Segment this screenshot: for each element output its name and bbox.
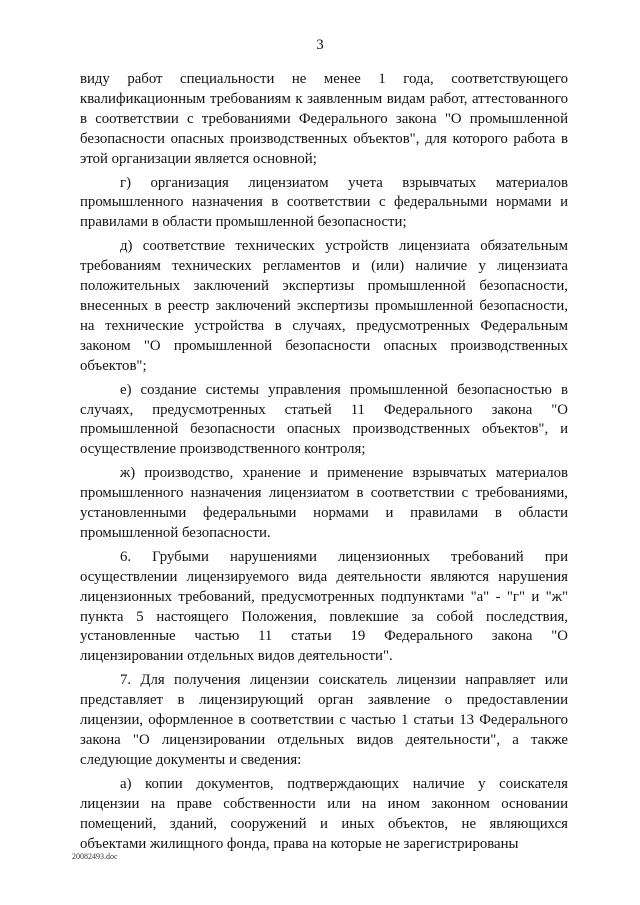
footer-filename: 20082493.doc <box>72 852 118 861</box>
paragraph-section-7: 7. Для получения лицензии соискатель лицензии направляет или представляет в лицензирующий орган заявление о предоставлении лицензии, оформленное в соответствии с частью 1 статьи 13 Федерального закона "О лицензировании отдельных видов деятельности", а также следующие документы и сведения: <box>80 672 568 768</box>
paragraph-continuation: виду работ специальности не менее 1 года, соответствующего квалификационным требованиям к заявленным видам работ, аттестованного в соответствии с требованиями Федерального закона "О промышленной безопасности опасных производственных объектов", для которого работа в этой организации является основной; <box>80 71 568 167</box>
paragraph-item-a: а) копии документов, подтверждающих наличие у соискателя лицензии на праве собственности или на ином законном основании помещений, зданий, сооружений и иных объектов, не являющихся объектами жилищного фонда, права на которые не зарегистрированы <box>80 775 568 852</box>
document-body <box>80 70 568 858</box>
page-number: 3 <box>316 37 324 53</box>
paragraph-section-6: 6. Грубыми нарушениями лицензионных требований при осуществлении лицензируемого вида деятельности являются нарушения лицензионных требований, предусмотренных подпунктами "а" - "г" и "ж" пункта 5 настоящего Положения, повлекшие за собой последствия, установленные частью 11 статьи 19 Федерального закона "О лицензировании отдельных видов деятельности". <box>80 548 568 665</box>
paragraph-item-zh: ж) производство, хранение и применение взрывчатых материалов промышленного назначения лицензиатом в соответствии с требованиями, установленными федеральными нормами и правилами в области промышленной безопасности. <box>80 465 568 541</box>
paragraph-item-g: г) организация лицензиатом учета взрывчатых материалов промышленного назначения в соответствии с федеральными нормами и правилами в области промышленной безопасности; <box>80 174 568 231</box>
paragraph-item-e: е) создание системы управления промышленной безопасностью в случаях, предусмотренных статьей 11 Федерального закона "О промышленной безопасности опасных производственных объектов", и осуществление производственного контроля; <box>80 381 568 458</box>
paragraph-item-d: д) соответствие технических устройств лицензиата обязательным требованиям технических регламентов и (или) наличие у лицензиата положительных заключений экспертизы промышленной безопасности, внесенных в реестр заключений экспертизы промышленной безопасности, на технические устройства в случаях, предусмотренных Федеральным законом "О промышленной безопасности опасных производственных объектов"; <box>80 238 568 374</box>
